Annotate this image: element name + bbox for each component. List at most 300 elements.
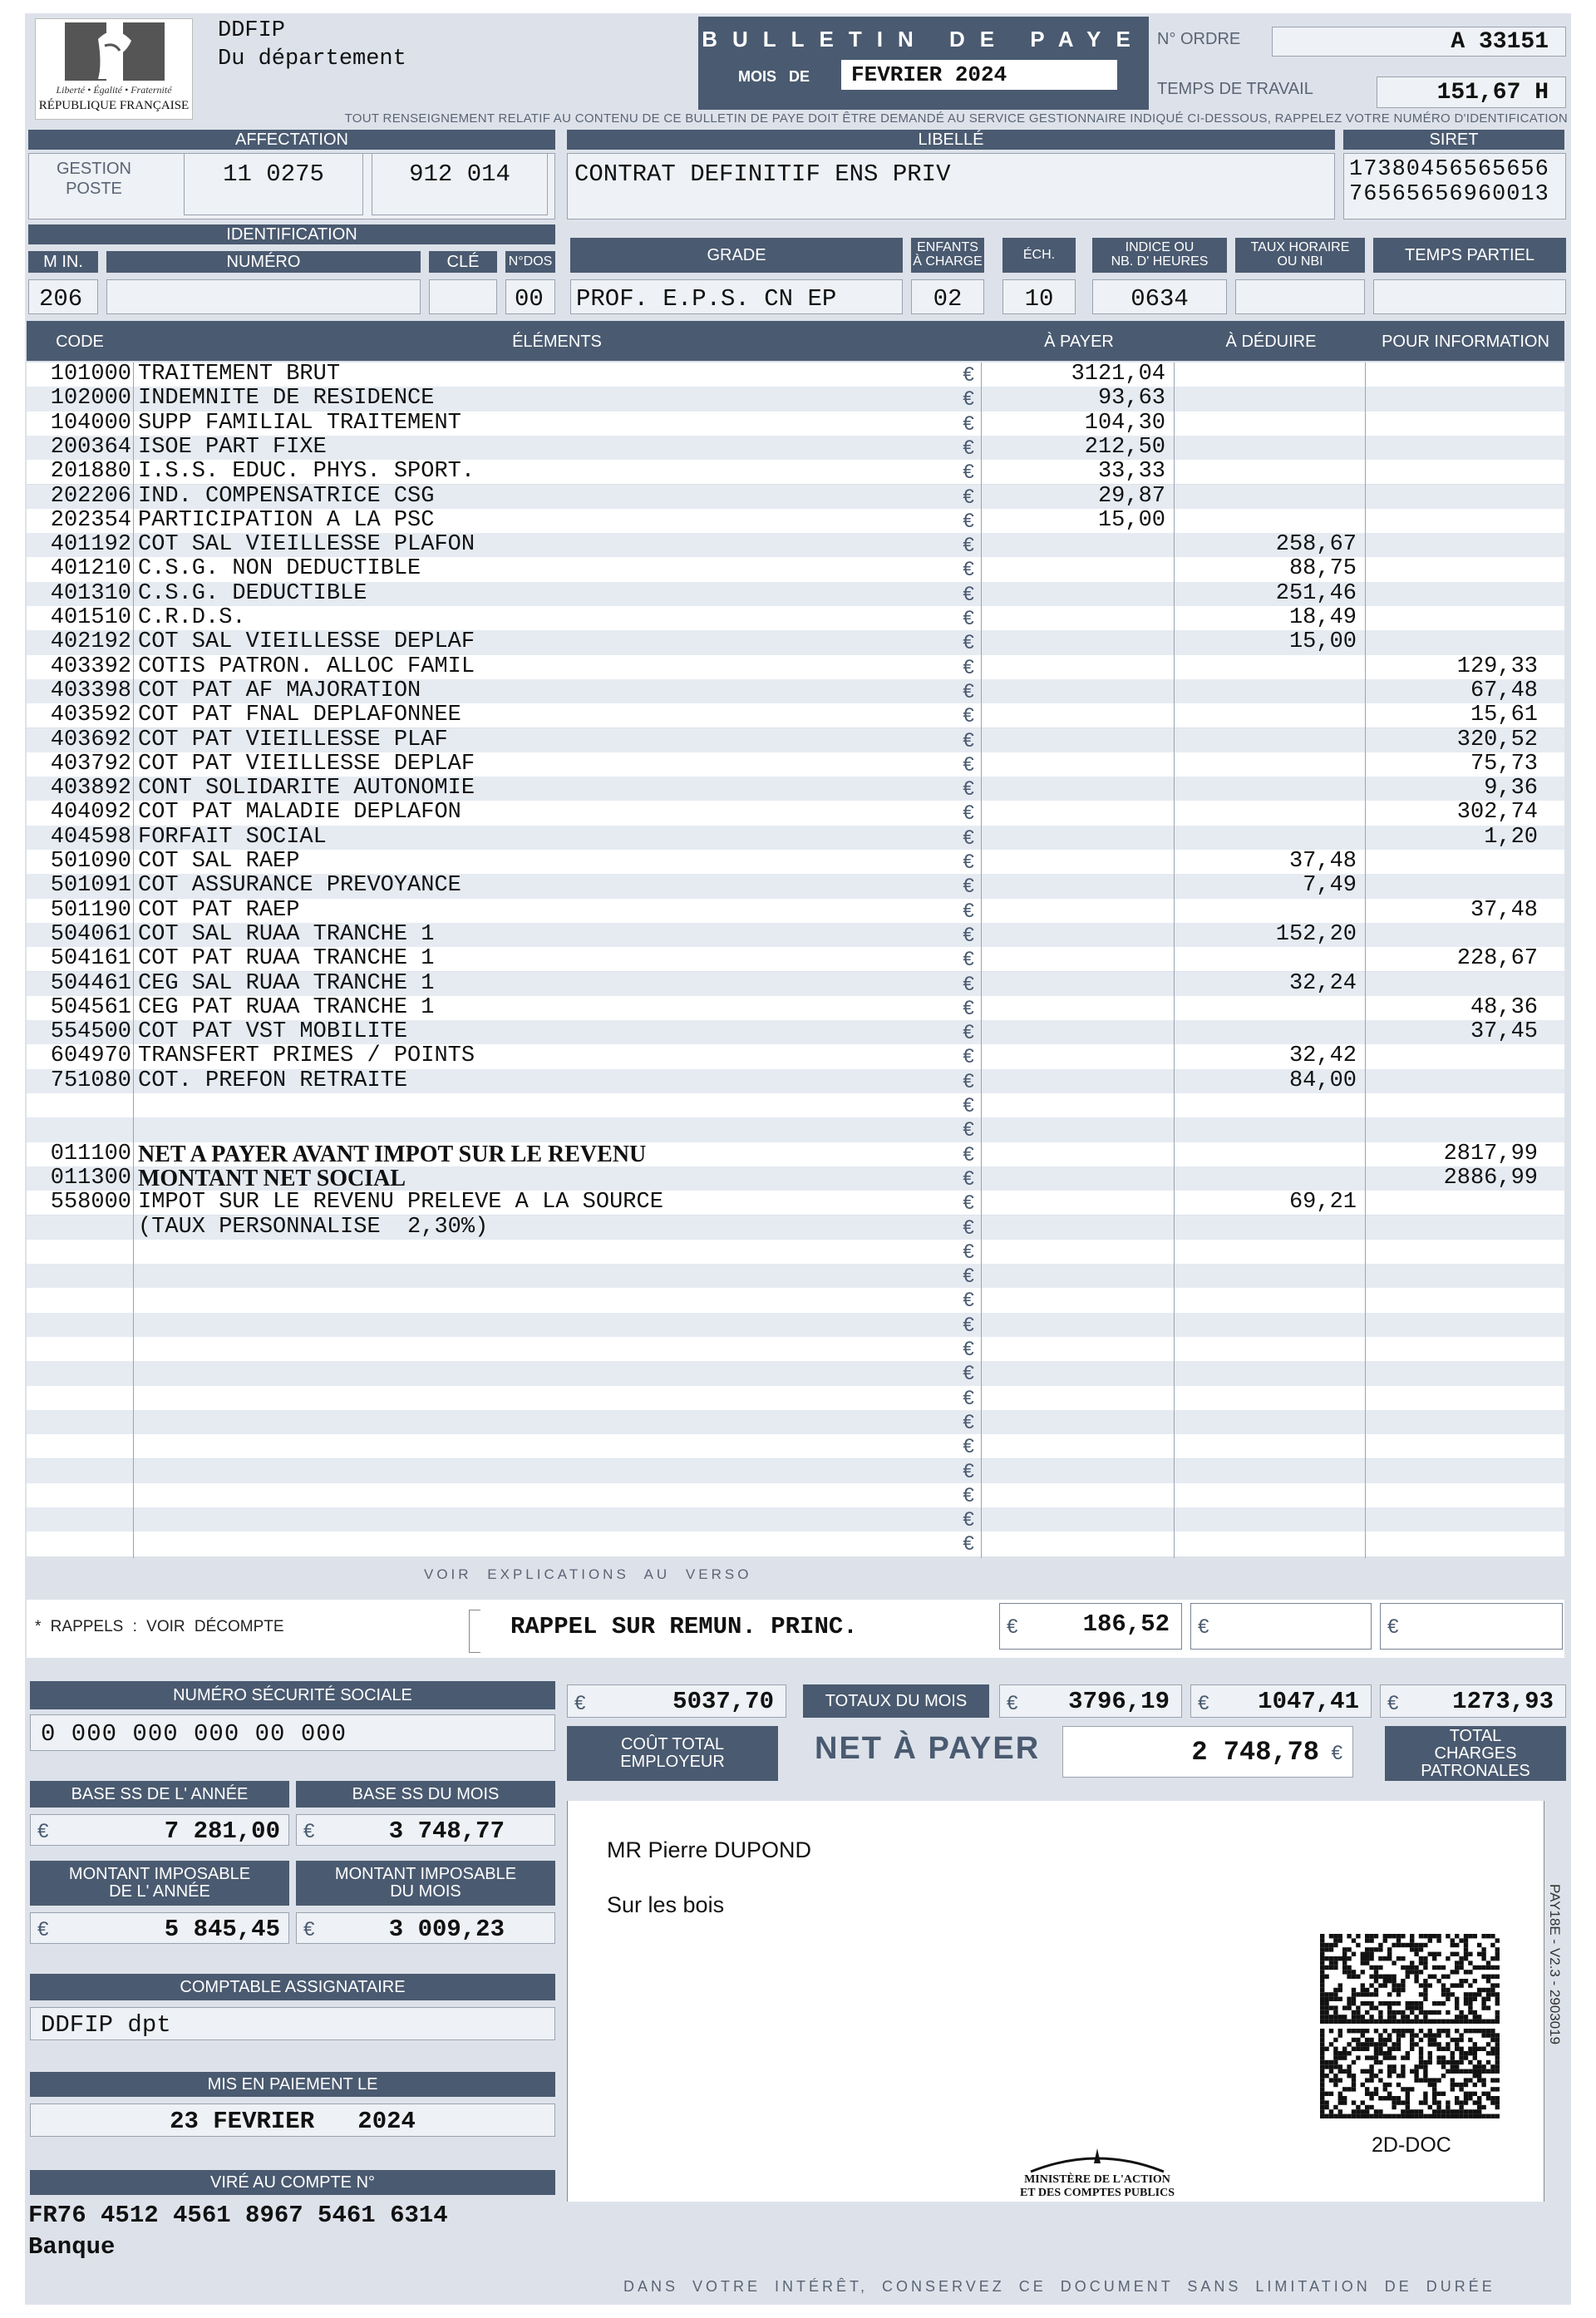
line-payer (981, 1142, 1174, 1166)
line-label: COT ASSURANCE PREVOYANCE (138, 874, 461, 899)
ech-value: 10 (1002, 279, 1076, 314)
line-payer: 212,50 (1084, 435, 1165, 460)
line-code: 403892 (50, 777, 131, 801)
line-code: 558000 (50, 1191, 131, 1216)
table-row (27, 1483, 1564, 1507)
poste-value: 912 014 (372, 154, 548, 215)
line-payer: 3121,04 (1071, 362, 1165, 387)
line-payer: 33,33 (1097, 460, 1165, 485)
numero-value (106, 279, 421, 314)
line-deduire (1174, 509, 1365, 533)
table-row (27, 1264, 1564, 1288)
total-charges-label: TOTAL CHARGES PATRONALES (1385, 1726, 1566, 1781)
line-info (1365, 436, 1549, 460)
euro-icon: € (1007, 1692, 1018, 1714)
line-deduire: 37,48 (1288, 850, 1357, 874)
grade-label: GRADE (570, 238, 903, 273)
temps-value: 151,67 H (1377, 76, 1566, 108)
line-label (133, 1410, 956, 1434)
line-deduire: 84,00 (1288, 1068, 1357, 1093)
line-info (1365, 1337, 1549, 1361)
mois-label: MOIS DE (738, 68, 810, 85)
rappels-payer-box (999, 1603, 1182, 1650)
line-payer (981, 923, 1174, 947)
line-info: 129,33 (1456, 654, 1538, 679)
line-payer: 104,30 (1084, 411, 1165, 436)
line-deduire (1174, 826, 1365, 850)
col-sep-deduire (1174, 362, 1175, 1558)
gestion-value: 11 0275 (184, 154, 363, 215)
payslip-page (25, 13, 1571, 2305)
line-payer (981, 1264, 1174, 1288)
line-code: 504461 (50, 971, 131, 996)
table-row (27, 460, 1564, 484)
table-row (27, 777, 1564, 801)
table-row (27, 1191, 1564, 1215)
euro-icon: € (1198, 1615, 1209, 1638)
line-label (133, 1531, 956, 1556)
line-label: TRANSFERT PRIMES / POINTS (138, 1044, 475, 1069)
line-label (133, 1117, 956, 1142)
verso-note: VOIR EXPLICATIONS AU VERSO (424, 1566, 752, 1582)
base-ss-annee-label: BASE SS DE L' ANNÉE (30, 1781, 289, 1808)
line-label: COT PAT MALADIE DEPLAFON (138, 801, 461, 826)
line-label: CEG PAT RUAA TRANCHE 1 (138, 995, 435, 1020)
line-info: 1,20 (1484, 825, 1538, 850)
euro-icon: € (963, 461, 974, 484)
euro-icon: € (37, 1918, 49, 1941)
table-row (27, 1361, 1564, 1385)
euro-icon: € (963, 801, 974, 825)
line-code: 504561 (50, 995, 131, 1020)
line-label: COT SAL VIEILLESSE PLAFON (138, 533, 475, 558)
line-info (1365, 972, 1549, 996)
line-info (1365, 412, 1549, 436)
euro-icon: € (963, 1142, 974, 1166)
table-row (27, 1069, 1564, 1093)
line-code: 011100 (50, 1142, 131, 1166)
line-deduire (1174, 1337, 1365, 1361)
table-row (27, 679, 1564, 703)
base-ss-mois-box (296, 1814, 555, 1846)
table-header (27, 321, 1564, 361)
euro-icon: € (963, 875, 974, 898)
line-deduire: 15,00 (1288, 630, 1357, 655)
line-payer (981, 1483, 1174, 1507)
line-code: 604970 (50, 1044, 131, 1069)
line-deduire (1174, 1483, 1365, 1507)
euro-icon: € (963, 996, 974, 1019)
table-row (27, 436, 1564, 460)
line-label (133, 1093, 956, 1117)
euro-icon: € (37, 1820, 49, 1842)
table-row (27, 509, 1564, 533)
affectation-box (28, 153, 555, 219)
line-info (1365, 362, 1549, 387)
euro-icon: € (1387, 1692, 1399, 1714)
line-deduire (1174, 1020, 1365, 1044)
republic-name: RÉPUBLIQUE FRANÇAISE (38, 99, 190, 112)
line-payer (981, 533, 1174, 557)
line-code: 101000 (50, 362, 131, 387)
line-info (1365, 1288, 1549, 1312)
line-label: INDEMNITE DE RESIDENCE (138, 387, 435, 412)
marianne-icon (65, 22, 165, 81)
euro-icon: € (303, 1820, 315, 1842)
line-code: 501090 (50, 850, 131, 874)
line-code (27, 1459, 133, 1483)
euro-icon: € (963, 752, 974, 776)
line-code: 401192 (50, 533, 131, 558)
line-code: 751080 (50, 1068, 131, 1093)
line-label (133, 1507, 956, 1531)
line-label: COT SAL RAEP (138, 850, 300, 874)
line-code: 504161 (50, 947, 131, 972)
line-deduire (1174, 387, 1365, 411)
table-row (27, 362, 1564, 387)
line-code (27, 1507, 133, 1531)
euro-icon: € (963, 948, 974, 971)
line-label: COT PAT AF MAJORATION (138, 678, 421, 703)
table-row (27, 655, 1564, 679)
line-payer: 15,00 (1097, 508, 1165, 533)
table-row (27, 1142, 1564, 1166)
line-payer (981, 1020, 1174, 1044)
line-deduire (1174, 1507, 1365, 1531)
table-row (27, 412, 1564, 436)
line-payer (981, 947, 1174, 971)
euro-icon: € (963, 899, 974, 922)
line-deduire (1174, 752, 1365, 777)
euro-icon: € (963, 777, 974, 801)
line-label (133, 1313, 956, 1337)
col-info: POUR INFORMATION (1382, 333, 1549, 351)
notice: TOUT RENSEIGNEMENT RELATIF AU CONTENU DE CE BULLETIN DE PAYE DOIT ÊTRE DEMANDÉ AU SERVICE GESTIONNAIRE INDIQUÉ CI-DESSOUS, RAPPELEZ VOTRE NUMÉRO D'IDENTIFICATION (344, 111, 1568, 126)
line-code: 200364 (50, 435, 131, 460)
line-code (27, 1240, 133, 1264)
ech-label: ÉCH. (1002, 238, 1076, 273)
line-info (1365, 1240, 1549, 1264)
table-row (27, 1410, 1564, 1434)
line-payer (981, 1216, 1174, 1240)
enfants-label: ENFANTS À CHARGE (911, 238, 984, 273)
line-deduire: 18,49 (1288, 606, 1357, 630)
line-label: COT. PREFON RETRAITE (138, 1068, 408, 1093)
line-deduire (1174, 655, 1365, 679)
table-row (27, 996, 1564, 1020)
line-payer (981, 1069, 1174, 1093)
siret-line1: 17380456565656 (1349, 157, 1549, 182)
line-info (1365, 874, 1549, 898)
line-info: 9,36 (1484, 777, 1538, 801)
total-payer-value: 3796,19 (1068, 1688, 1170, 1715)
line-info: 302,74 (1456, 801, 1538, 826)
euro-icon: € (963, 1410, 974, 1433)
line-info (1365, 1459, 1549, 1483)
line-deduire (1174, 1361, 1365, 1385)
line-label: COT PAT FNAL DEPLAFONNEE (138, 703, 461, 728)
euro-icon: € (963, 851, 974, 873)
rappels-text: RAPPEL SUR REMUN. PRINC. (510, 1613, 858, 1640)
table-row (27, 1531, 1564, 1556)
line-deduire (1174, 947, 1365, 971)
gestion-label: GESTION POSTE (56, 160, 131, 198)
table-row (27, 850, 1564, 874)
footer-notice: DANS VOTRE INTÉRÊT, CONSERVEZ CE DOCUMENT SANS LIMITATION DE DURÉE (623, 2278, 1495, 2295)
line-deduire (1174, 1093, 1365, 1117)
line-info (1365, 1264, 1549, 1288)
line-info (1365, 1507, 1549, 1531)
line-code: 403398 (50, 678, 131, 703)
line-payer (981, 899, 1174, 923)
line-label (133, 1483, 956, 1507)
line-label: SUPP FAMILIAL TRAITEMENT (138, 411, 461, 436)
line-label: IND. COMPENSATRICE CSG (138, 484, 435, 509)
line-deduire (1174, 996, 1365, 1020)
table-row (27, 1337, 1564, 1361)
rappels-info-box (1380, 1603, 1563, 1650)
line-payer (981, 801, 1174, 825)
rappels-deduire-box (1190, 1603, 1372, 1650)
table-row (27, 1044, 1564, 1068)
table-row (27, 752, 1564, 777)
line-info (1365, 1434, 1549, 1458)
table-row (27, 826, 1564, 850)
grade-value: PROF. E.P.S. CN EP (570, 279, 903, 314)
line-label: FORFAIT SOCIAL (138, 825, 327, 850)
line-code (27, 1483, 133, 1507)
col-sep-code (133, 362, 134, 1558)
euro-icon: € (963, 534, 974, 557)
col-elements: ÉLÉMENTS (512, 333, 602, 351)
line-info (1365, 630, 1549, 654)
line-payer: 29,87 (1097, 484, 1165, 509)
line-info: 48,36 (1470, 995, 1538, 1020)
line-code: 403792 (50, 752, 131, 777)
table-row (27, 1386, 1564, 1410)
table-row (27, 533, 1564, 557)
table-row (27, 947, 1564, 971)
line-payer (981, 777, 1174, 801)
motto: Liberté • Égalité • Fraternité (56, 84, 172, 96)
euro-icon: € (963, 1508, 974, 1531)
line-deduire (1174, 1386, 1365, 1410)
line-code (27, 1361, 133, 1385)
euro-icon: € (963, 485, 974, 508)
rappels-payer: 186,52 (1082, 1610, 1170, 1638)
line-info (1365, 1216, 1549, 1240)
line-deduire (1174, 1459, 1365, 1483)
line-deduire (1174, 460, 1365, 484)
line-info (1365, 533, 1549, 557)
line-deduire (1174, 703, 1365, 727)
line-code (27, 1410, 133, 1434)
line-info: 75,73 (1470, 752, 1538, 777)
line-payer (981, 850, 1174, 874)
table-row (27, 1313, 1564, 1337)
table-row (27, 1507, 1564, 1531)
line-payer (981, 606, 1174, 630)
line-info (1365, 460, 1549, 484)
euro-icon: € (1198, 1692, 1209, 1714)
line-info: 2817,99 (1443, 1142, 1538, 1166)
col-payer: À PAYER (1044, 333, 1114, 351)
line-deduire (1174, 436, 1365, 460)
table-row (27, 899, 1564, 923)
line-label: PARTICIPATION A LA PSC (138, 508, 435, 533)
cout-total-box (567, 1684, 786, 1718)
datamatrix-icon (1317, 1931, 1505, 2122)
line-payer (981, 1410, 1174, 1434)
line-deduire (1174, 1166, 1365, 1191)
euro-icon: € (963, 631, 974, 654)
line-code: 202354 (50, 508, 131, 533)
enfants-value: 02 (911, 279, 984, 314)
table-row (27, 923, 1564, 947)
secu-value: 0 000 000 000 00 000 (30, 1714, 555, 1751)
col-sep-payer (981, 362, 982, 1558)
cout-total-value: 5037,70 (672, 1688, 774, 1715)
line-info (1365, 1531, 1549, 1556)
line-code: 404598 (50, 825, 131, 850)
line-info (1365, 1117, 1549, 1142)
line-code: 504061 (50, 922, 131, 947)
secu-header: NUMÉRO SÉCURITÉ SOCIALE (30, 1681, 555, 1709)
line-deduire: 32,24 (1288, 971, 1357, 996)
mois-value: FEVRIER 2024 (841, 60, 1117, 90)
euro-icon: € (963, 655, 974, 678)
min-label: M IN. (28, 251, 98, 273)
doc2d-label: 2D-DOC (1372, 2133, 1451, 2157)
line-code: 401210 (50, 557, 131, 582)
table-row (27, 387, 1564, 411)
line-info (1365, 606, 1549, 630)
line-deduire: 7,49 (1303, 874, 1357, 899)
line-info: 67,48 (1470, 678, 1538, 703)
line-code: 501190 (50, 898, 131, 923)
line-payer (981, 703, 1174, 727)
line-deduire: 258,67 (1275, 533, 1357, 558)
line-info (1365, 1410, 1549, 1434)
line-payer (981, 1361, 1174, 1385)
line-info: 15,61 (1470, 703, 1538, 728)
table-row (27, 703, 1564, 727)
line-code (27, 1216, 133, 1240)
line-deduire: 251,46 (1275, 581, 1357, 606)
line-label: CONT SOLIDARITE AUTONOMIE (138, 777, 475, 801)
line-deduire: 88,75 (1288, 557, 1357, 582)
line-code (27, 1434, 133, 1458)
ndos-label: N°DOS (505, 251, 555, 273)
line-deduire (1174, 485, 1365, 509)
line-payer (981, 630, 1174, 654)
table-row (27, 1093, 1564, 1117)
line-payer (981, 874, 1174, 898)
net-value: 2 748,78 (1191, 1737, 1319, 1768)
siret-line2: 76565656960013 (1349, 182, 1549, 207)
title-block (698, 17, 1149, 110)
paiement-header: MIS EN PAIEMENT LE (30, 2072, 555, 2097)
line-label: C.S.G. DEDUCTIBLE (138, 581, 367, 606)
line-label (133, 1386, 956, 1410)
line-payer (981, 1044, 1174, 1068)
line-label (133, 1434, 956, 1458)
line-code: 102000 (50, 387, 131, 412)
table-row (27, 972, 1564, 996)
table-row (27, 1117, 1564, 1142)
addressee-line: Sur les bois (607, 1892, 725, 1917)
line-payer (981, 1093, 1174, 1117)
euro-icon: € (963, 1362, 974, 1385)
line-payer (981, 728, 1174, 752)
line-deduire (1174, 1264, 1365, 1288)
line-payer (981, 972, 1174, 996)
euro-icon: € (963, 728, 974, 752)
line-payer (981, 679, 1174, 703)
line-payer (981, 1117, 1174, 1142)
euro-icon: € (963, 1069, 974, 1092)
line-deduire (1174, 1216, 1365, 1240)
line-label (133, 1240, 956, 1264)
line-label: IMPOT SUR LE REVENU PRELEVE A LA SOURCE (138, 1191, 663, 1216)
base-ss-mois-value: 3 748,77 (388, 1817, 505, 1845)
line-label: COT SAL VIEILLESSE DEPLAF (138, 630, 475, 655)
table-row (27, 606, 1564, 630)
table-row (27, 728, 1564, 752)
table-row (27, 582, 1564, 606)
line-label: NET A PAYER AVANT IMPOT SUR LE REVENU (138, 1142, 647, 1166)
line-code (27, 1337, 133, 1361)
table-row (27, 557, 1564, 581)
imposable-annee-box (30, 1912, 289, 1944)
taux-label: TAUX HORAIRE OU NBI (1235, 238, 1365, 273)
line-code (27, 1386, 133, 1410)
line-info (1365, 923, 1549, 947)
line-deduire: 152,20 (1275, 922, 1357, 947)
line-info (1365, 1313, 1549, 1337)
line-info (1365, 485, 1549, 509)
line-info (1365, 1093, 1549, 1117)
line-deduire (1174, 1117, 1365, 1142)
total-deduire-value: 1047,41 (1258, 1688, 1359, 1715)
table-row (27, 1288, 1564, 1312)
line-info: 37,45 (1470, 1020, 1538, 1045)
table-row (27, 630, 1564, 654)
line-label: CEG SAL RUAA TRANCHE 1 (138, 971, 435, 996)
banque-value: Banque (28, 2233, 116, 2261)
line-info (1365, 1483, 1549, 1507)
total-deduire-box (1190, 1684, 1372, 1718)
line-code (27, 1117, 133, 1142)
euro-icon: € (963, 436, 974, 459)
line-payer (981, 557, 1174, 581)
line-deduire (1174, 1410, 1365, 1434)
euro-icon: € (963, 1265, 974, 1288)
line-deduire: 32,42 (1288, 1044, 1357, 1069)
net-box (1062, 1726, 1353, 1778)
libelle-header: LIBELLÉ (567, 130, 1335, 150)
euro-icon: € (963, 1045, 974, 1068)
euro-icon: € (1387, 1615, 1399, 1638)
line-info (1365, 1386, 1549, 1410)
euro-icon: € (963, 1021, 974, 1044)
euro-icon: € (963, 363, 974, 386)
line-code: 403392 (50, 654, 131, 679)
line-payer (981, 996, 1174, 1020)
republic-logo (35, 18, 193, 120)
line-code (27, 1264, 133, 1288)
line-deduire: 69,21 (1288, 1191, 1357, 1216)
